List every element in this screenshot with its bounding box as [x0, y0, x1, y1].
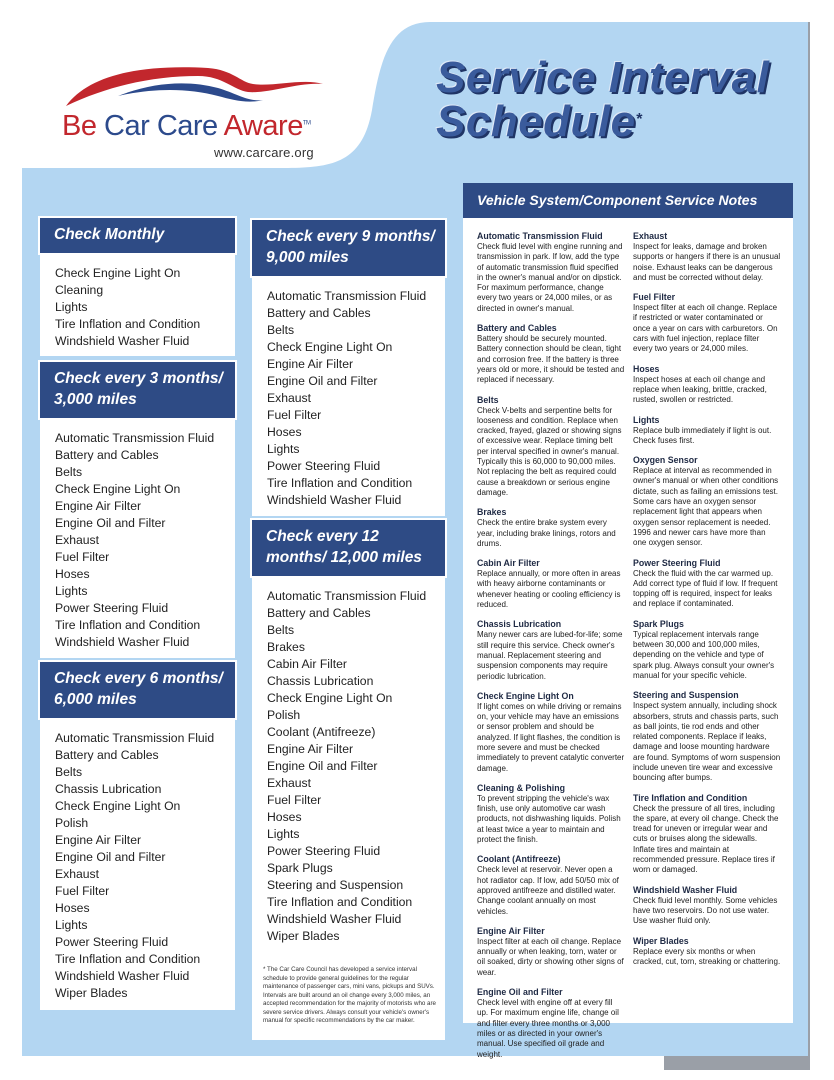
- schedule-item: Hoses: [55, 567, 90, 581]
- logo-word-be: Be: [62, 110, 105, 142]
- service-note: [477, 854, 625, 916]
- service-note-title: Spark Plugs: [633, 618, 684, 629]
- schedule-item: Tire Inflation and Condition: [55, 317, 201, 331]
- schedule-heading: Check every 9 months/ 9,000 miles: [250, 218, 447, 278]
- schedule-item: Fuel Filter: [55, 884, 110, 898]
- schedule-item: Exhaust: [55, 867, 100, 881]
- service-note-title: Tire Inflation and Condition: [633, 792, 748, 803]
- schedule-item: Cabin Air Filter: [267, 657, 347, 671]
- schedule-item: Fuel Filter: [267, 793, 322, 807]
- schedule-item: Chassis Lubrication: [267, 674, 374, 688]
- title-line-2: Schedule: [436, 97, 636, 146]
- schedule-item: Brakes: [267, 640, 305, 654]
- schedule-list: [40, 253, 235, 358]
- schedule-list: [252, 276, 445, 517]
- schedule-item: Windshield Washer Fluid: [55, 969, 190, 983]
- service-note-text: Check the entire brake system every year, including brake linings, rotors and drums.: [477, 518, 616, 548]
- title-asterisk: *: [635, 111, 643, 128]
- service-note: [633, 415, 781, 447]
- schedule-item: Check Engine Light On: [55, 799, 181, 813]
- service-note-text: Inspect filter at each oil change. Replace if restricted or water contaminated or once a year on cars with carburetors. On cars with fuel injection, replace filter every two years or 24,000 miles.: [633, 303, 778, 354]
- service-note: [477, 507, 625, 549]
- service-note-title: Cleaning & Polishing: [477, 782, 565, 793]
- service-note: [633, 364, 781, 406]
- service-note-text: Check the pressure of all tires, including the spare, at every oil change. Check the tread for uneven or irregular wear and cuts or bruises along the sidewalls. Inflate tires and maintain at recommended pressure. Replace tires if worn or damaged.: [633, 803, 779, 875]
- schedule-item: Hoses: [267, 810, 302, 824]
- schedule-item: Windshield Washer Fluid: [55, 635, 190, 649]
- schedule-item: Automatic Transmission Fluid: [55, 431, 215, 445]
- schedule-item: Automatic Transmission Fluid: [267, 589, 427, 603]
- service-note-text: Check fluid level with engine running and transmission in park. If low, add the type of automatic transmission fluid specified in the owner's manual and/or on dipstick. For maximum performance, change every two years or 24,000 miles, or as directed in owner's manual.: [477, 242, 623, 313]
- schedule-heading: Check every 3 months/ 3,000 miles: [38, 360, 237, 420]
- trademark-mark: TM: [302, 120, 311, 127]
- schedule-item: Windshield Washer Fluid: [267, 912, 402, 926]
- service-note-text: Replace at interval as recommended in owner's manual or when other conditions dictate, such as failing an emissions test. Some cars have an oxygen sensor replacement light that appears when oxygen sensor replacement is needed. 1996 and newer cars have more than one oxygen sensor.: [633, 466, 779, 548]
- service-note-text: Inspect filter at each oil change. Replace annually or when leaking, torn, water or oil soaked, dirty or showing other signs of wear.: [477, 936, 624, 977]
- schedule-item: Engine Air Filter: [267, 357, 354, 371]
- schedule-item: Lights: [55, 918, 88, 932]
- schedule-item: Spark Plugs: [267, 861, 333, 875]
- service-note-text: Check the fluid with the car warmed up. Add correct type of fluid if low. If frequent topping off is required, inspect for leaks and replace if contaminated.: [633, 568, 778, 609]
- service-note-title: Brakes: [477, 507, 507, 518]
- schedule-item: Fuel Filter: [55, 550, 110, 564]
- service-note: [477, 395, 625, 499]
- schedule-list: [252, 576, 445, 953]
- service-note-title: Coolant (Antifreeze): [477, 854, 561, 865]
- service-note-text: If light comes on while driving or remains on, your vehicle may have an emissions or sensor problem and should be analyzed. If light flashes, the condition is more severe and must be checked immediately to prevent catalytic converter damage.: [477, 701, 625, 773]
- schedule-item: Engine Oil and Filter: [267, 374, 378, 388]
- schedule-item: Check Engine Light On: [267, 691, 393, 705]
- schedule-item: Polish: [55, 816, 89, 830]
- schedule-item: Engine Oil and Filter: [55, 850, 166, 864]
- schedule-item: Lights: [55, 300, 88, 314]
- service-note: [633, 936, 781, 968]
- service-note: [633, 292, 781, 354]
- schedule-card-9-months: [252, 220, 445, 516]
- service-note-text: Replace bulb immediately if light is out. Check fuses first.: [633, 425, 772, 445]
- service-note-text: Replace annually, or more often in areas with heavy airborne contaminants or whenever heating or cooling efficiency is reduced.: [477, 569, 621, 610]
- service-note-title: Exhaust: [633, 231, 668, 241]
- schedule-item: Engine Oil and Filter: [55, 516, 166, 530]
- service-note: [477, 926, 625, 978]
- service-note-text: Inspect system annually, including shock absorbers, struts and chassis parts, such as ball joints, tie rod ends and other related components. Replace if leaks, damage and loose mounting hardware are found. Symptoms of worn suspension include uneven tire wear and excessive bouncing after bumps.: [633, 701, 781, 783]
- schedule-item: Battery and Cables: [55, 748, 159, 762]
- service-note: [477, 558, 625, 610]
- schedule-item: Hoses: [267, 425, 302, 439]
- service-note-text: Inspect for leaks, damage and broken supports or hangers if there is an unusual noise. Exhaust leaks can be dangerous and must be corrected without delay.: [633, 242, 781, 282]
- schedule-item: Power Steering Fluid: [55, 601, 169, 615]
- schedule-item: Battery and Cables: [267, 606, 371, 620]
- schedule-item: Tire Inflation and Condition: [267, 476, 413, 490]
- schedule-item: Windshield Washer Fluid: [55, 334, 190, 348]
- schedule-item: Automatic Transmission Fluid: [267, 289, 427, 303]
- schedule-card-monthly: [40, 218, 235, 356]
- service-note: [477, 231, 625, 314]
- service-notes-heading: Vehicle System/Component Service Notes: [463, 183, 793, 218]
- schedule-item: Coolant (Antifreeze): [267, 725, 376, 739]
- service-note: [633, 793, 781, 876]
- schedule-item: Engine Air Filter: [55, 833, 142, 847]
- brand-url[interactable]: www.carcare.org: [214, 145, 314, 160]
- schedule-item: Engine Air Filter: [267, 742, 354, 756]
- schedule-item: Battery and Cables: [267, 306, 371, 320]
- service-note-title: Hoses: [633, 363, 660, 374]
- schedule-item: Windshield Washer Fluid: [267, 493, 402, 507]
- schedule-item: Tire Inflation and Condition: [55, 952, 201, 966]
- schedule-item: Wiper Blades: [267, 929, 340, 943]
- schedule-item: Exhaust: [267, 776, 312, 790]
- service-note-text: Check level at reservoir. Never open a hot radiator cap. If low, add 50/50 mix of approved antifreeze and distilled water. Change coolant annually on most vehicles.: [477, 865, 619, 916]
- service-note-text: Inspect hoses at each oil change and replace when leaking, brittle, cracked, rusted, swollen or restricted.: [633, 374, 767, 405]
- service-note: [633, 690, 781, 783]
- service-note-title: Engine Air Filter: [477, 925, 545, 936]
- schedule-item: Power Steering Fluid: [55, 935, 169, 949]
- service-note-title: Cabin Air Filter: [477, 558, 540, 569]
- service-note-title: Windshield Washer Fluid: [633, 884, 738, 895]
- service-note: [633, 231, 781, 283]
- schedule-item: Polish: [267, 708, 301, 722]
- service-note-title: Oxygen Sensor: [633, 455, 698, 466]
- service-notes-panel: [463, 183, 793, 1059]
- schedule-item: Lights: [55, 584, 88, 598]
- service-note: [477, 323, 625, 385]
- schedule-item: Tire Inflation and Condition: [55, 618, 201, 632]
- schedule-item: Automatic Transmission Fluid: [55, 731, 215, 745]
- schedule-list: [40, 718, 235, 1010]
- schedule-heading: Check every 6 months/ 6,000 miles: [38, 660, 237, 720]
- service-note-text: Replace every six months or when cracked, cut, torn, streaking or chattering.: [633, 946, 781, 966]
- schedule-item: Belts: [267, 623, 295, 637]
- schedule-item: Power Steering Fluid: [267, 459, 381, 473]
- page-title: [436, 53, 770, 146]
- title-line-1: Service Interval: [436, 53, 770, 102]
- service-note: [477, 691, 625, 774]
- schedule-card-12-months: [252, 520, 445, 1040]
- schedule-item: Exhaust: [267, 391, 312, 405]
- service-note: [477, 619, 625, 681]
- schedule-item: Battery and Cables: [55, 448, 159, 462]
- service-note-title: Automatic Transmission Fluid: [477, 231, 603, 241]
- schedule-item: Steering and Suspension: [267, 878, 404, 892]
- service-note-text: To prevent stripping the vehicle's wax finish, use only automotive car wash products, not dishwashing liquids. Polish at least twice a year to maintain and protect the finish.: [477, 793, 621, 845]
- schedule-item: Exhaust: [55, 533, 100, 547]
- service-note: [633, 885, 781, 927]
- service-note-title: Engine Oil and Filter: [477, 987, 563, 998]
- footnote: * The Car Care Council has developed a service interval schedule to provide general guidelines for the regular maintenance of passenger cars, mini vans, pickups and SUVs. Intervals are built around an oil change every 3,000 miles, an accepted recommendation for the majority of motorists who are severe service drivers. Always consult your vehicle's owner's manual for specific recommendations by the car maker.: [263, 966, 436, 1024]
- schedule-item: Power Steering Fluid: [267, 844, 381, 858]
- service-note-title: Lights: [633, 414, 660, 425]
- schedule-item: Fuel Filter: [267, 408, 322, 422]
- schedule-item: Chassis Lubrication: [55, 782, 162, 796]
- schedule-card-3-months: [40, 362, 235, 658]
- service-note-text: Typical replacement intervals range between 30,000 and 100,000 miles, depending on the vehicle and type of spark plug. Always consult your owner's manual for your specific vehicle.: [633, 629, 775, 680]
- service-note-title: Battery and Cables: [477, 323, 557, 334]
- schedule-item: Lights: [267, 827, 300, 841]
- service-note: [477, 987, 625, 1060]
- service-note: [633, 455, 781, 548]
- schedule-item: Engine Oil and Filter: [267, 759, 378, 773]
- schedule-list: [40, 418, 235, 659]
- service-note-title: Chassis Lubrication: [477, 619, 562, 630]
- schedule-item: Belts: [55, 465, 83, 479]
- schedule-item: Belts: [267, 323, 295, 337]
- schedule-heading: Check every 12 months/ 12,000 miles: [250, 518, 447, 578]
- schedule-card-6-months: [40, 662, 235, 1010]
- service-note-title: Check Engine Light On: [477, 690, 574, 701]
- service-note-text: Check level with engine off at every fill up. For maximum engine life, change oil and filter every three months or 3,000 miles or as directed in your owner's manual. Use specified oil grade and weight.: [477, 998, 619, 1059]
- notes-column-left: [477, 231, 625, 1069]
- notes-column-right: [633, 231, 781, 976]
- schedule-item: Hoses: [55, 901, 90, 915]
- service-note-title: Steering and Suspension: [633, 690, 739, 701]
- brand-logo-text: [62, 110, 311, 143]
- service-note-text: Check fluid level monthly. Some vehicles have two reservoirs. Do not use water. Use washer fluid only.: [633, 895, 778, 926]
- service-note-text: Battery should be securely mounted. Battery connection should be clean, tight and corrosion free. If the battery is three years old or more, it should be tested and replaced if necessary.: [477, 334, 625, 385]
- service-note: [633, 619, 781, 681]
- schedule-heading: Check Monthly: [38, 216, 237, 255]
- service-note-title: Belts: [477, 394, 499, 405]
- schedule-item: Check Engine Light On: [55, 266, 181, 280]
- service-note: [477, 783, 625, 845]
- schedule-item: Check Engine Light On: [55, 482, 181, 496]
- schedule-item: Cleaning: [55, 283, 104, 297]
- logo-word-car-care: Car Care: [104, 110, 224, 142]
- schedule-item: Wiper Blades: [55, 986, 128, 1000]
- service-note-title: Fuel Filter: [633, 292, 676, 303]
- schedule-item: Check Engine Light On: [267, 340, 393, 354]
- schedule-item: Engine Air Filter: [55, 499, 142, 513]
- schedule-item: Lights: [267, 442, 300, 456]
- schedule-item: Tire Inflation and Condition: [267, 895, 413, 909]
- service-note-title: Wiper Blades: [633, 935, 689, 946]
- schedule-item: Belts: [55, 765, 83, 779]
- service-note: [633, 558, 781, 610]
- service-note-title: Power Steering Fluid: [633, 557, 721, 568]
- logo-word-aware: Aware: [223, 110, 303, 142]
- service-note-text: Many newer cars are lubed-for-life; some still require this service. Check owner's manual. Replacement steering and suspension components may require periodic lubrication.: [477, 630, 623, 681]
- service-note-text: Check V-belts and serpentine belts for looseness and condition. Replace when cracked, frayed, glazed or showing signs of excessive wear. Replace timing belt per interval specified in owner's manual. Typically this is 60,000 to 90,000 miles. Not replacing the belt as required could cause a breakdown or serious engine damage.: [477, 405, 622, 497]
